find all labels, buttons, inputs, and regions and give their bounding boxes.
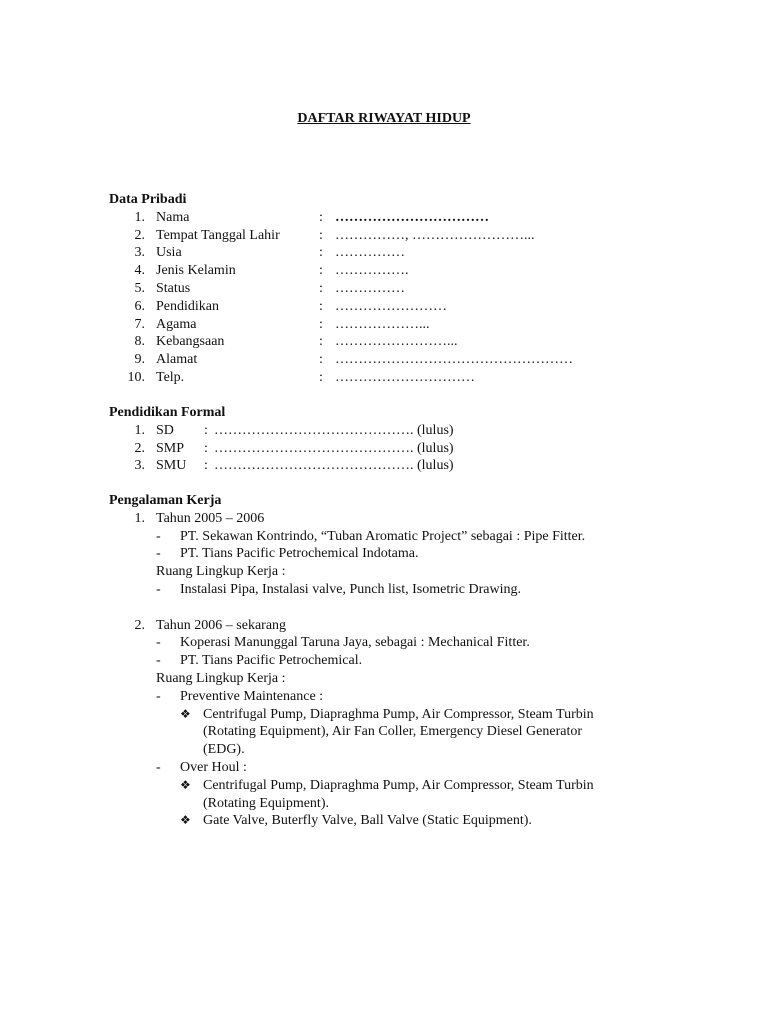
- equipment-item: [109, 777, 709, 795]
- item-number: 9.: [134, 352, 145, 368]
- item-number: 10.: [127, 369, 145, 385]
- item-number: 3.: [134, 458, 145, 474]
- item-label: Nama: [156, 209, 190, 225]
- item-number: 1.: [134, 510, 145, 526]
- diamond-bullet-icon: ❖: [180, 706, 191, 721]
- item-colon: :: [319, 352, 323, 368]
- scope-label-row: [109, 563, 709, 581]
- item-number: 6.: [134, 298, 145, 314]
- scope-label: Ruang Lingkup Kerja :: [156, 564, 286, 580]
- period-title: Tahun 2005 – 2006: [156, 510, 265, 526]
- item-value: ……………………: [335, 298, 447, 314]
- maintenance-type-row: [109, 759, 709, 777]
- item-value: ……………………………………. (lulus): [214, 458, 454, 474]
- item-value: ……………: [335, 280, 405, 296]
- section-data-pribadi: [109, 191, 709, 387]
- item-label: Jenis Kelamin: [156, 263, 236, 279]
- equipment-item: [109, 812, 709, 830]
- period-title-row: [109, 510, 709, 528]
- item-number: 7.: [134, 316, 145, 332]
- scope-label-row: [109, 670, 709, 688]
- item-value: ……………………………………. (lulus): [214, 440, 454, 456]
- dash-bullet: -: [156, 759, 161, 775]
- period-title-row: [109, 617, 709, 635]
- item-value: …………….: [335, 263, 409, 279]
- item-colon: :: [319, 369, 323, 385]
- section-pendidikan-formal: [109, 404, 709, 475]
- equipment-text: (Rotating Equipment).: [203, 795, 329, 811]
- list-item: [109, 316, 709, 334]
- item-label: Usia: [156, 245, 182, 261]
- item-value: ……………………...: [335, 334, 458, 350]
- scope-label: Ruang Lingkup Kerja :: [156, 670, 286, 686]
- item-number: 2.: [134, 617, 145, 633]
- equipment-text: (EDG).: [203, 742, 245, 758]
- company-text: PT. Tians Pacific Petrochemical.: [180, 653, 363, 669]
- company-item: [109, 528, 709, 546]
- item-value: ……………………………………. (lulus): [214, 422, 454, 438]
- item-colon: :: [319, 280, 323, 296]
- list-item: [109, 280, 709, 298]
- item-colon: :: [319, 245, 323, 261]
- item-number: 3.: [134, 245, 145, 261]
- item-value: …………………………: [335, 369, 475, 385]
- list-item: [109, 262, 709, 280]
- dash-bullet: -: [156, 635, 161, 651]
- list-item: [109, 209, 709, 227]
- item-number: 5.: [134, 280, 145, 296]
- item-label: SMP: [156, 440, 185, 456]
- dash-bullet: -: [156, 528, 161, 544]
- document-title: DAFTAR RIWAYAT HIDUP: [297, 111, 471, 126]
- maintenance-type-label: Over Houl :: [180, 759, 247, 775]
- dash-bullet: -: [156, 653, 161, 669]
- list-item: [109, 351, 709, 369]
- item-colon: :: [204, 440, 208, 456]
- item-colon: :: [319, 334, 323, 350]
- list-item: [109, 227, 709, 245]
- list-item: [109, 422, 709, 440]
- section-pengalaman-kerja: [109, 492, 709, 830]
- dash-bullet: -: [156, 688, 161, 704]
- item-label: Pendidikan: [156, 298, 219, 314]
- diamond-bullet-icon: ❖: [180, 813, 191, 828]
- item-colon: :: [319, 316, 323, 332]
- company-item: [109, 652, 709, 670]
- item-label: SMU: [156, 458, 187, 474]
- equipment-text: Gate Valve, Buterfly Valve, Ball Valve (Static Equipment).: [203, 813, 532, 829]
- dash-bullet: -: [156, 546, 161, 562]
- item-label: Tempat Tanggal Lahir: [156, 227, 280, 243]
- equipment-item-continued: [109, 795, 709, 813]
- equipment-item: [109, 706, 709, 724]
- item-number: 8.: [134, 334, 145, 350]
- list-item: [109, 333, 709, 351]
- scope-item: [109, 581, 709, 599]
- list-item: [109, 298, 709, 316]
- item-number: 1.: [134, 209, 145, 225]
- item-label: Agama: [156, 316, 197, 332]
- item-number: 1.: [134, 422, 145, 438]
- item-number: 4.: [134, 263, 145, 279]
- equipment-text: Centrifugal Pump, Diapraghma Pump, Air Compressor, Steam Turbin: [203, 706, 594, 722]
- item-colon: :: [204, 422, 208, 438]
- item-colon: :: [319, 298, 323, 314]
- company-text: PT. Tians Pacific Petrochemical Indotama.: [180, 546, 419, 562]
- item-label: SD: [156, 422, 174, 438]
- diamond-bullet-icon: ❖: [180, 777, 191, 792]
- item-colon: :: [319, 227, 323, 243]
- section-heading: Pengalaman Kerja: [109, 493, 222, 508]
- item-label: Alamat: [156, 352, 198, 368]
- item-number: 2.: [134, 227, 145, 243]
- section-heading: Pendidikan Formal: [109, 405, 226, 420]
- company-item: [109, 545, 709, 563]
- item-label: Status: [156, 280, 191, 296]
- item-colon: :: [204, 458, 208, 474]
- equipment-text: (Rotating Equipment), Air Fan Coller, Emergency Diesel Generator: [203, 724, 583, 740]
- item-value: ……………, ……………………...: [335, 227, 535, 243]
- period-title: Tahun 2006 – sekarang: [156, 617, 287, 633]
- item-label: Telp.: [156, 369, 185, 385]
- item-label: Kebangsaan: [156, 334, 225, 350]
- item-colon: :: [319, 209, 323, 225]
- list-item: [109, 244, 709, 262]
- item-value: ………………...: [335, 316, 430, 332]
- list-item: [109, 457, 709, 475]
- item-value: ……………: [335, 245, 405, 261]
- dash-bullet: -: [156, 581, 161, 597]
- scope-text: Instalasi Pipa, Instalasi valve, Punch list, Isometric Drawing.: [180, 581, 521, 597]
- company-text: Koperasi Manunggal Taruna Jaya, sebagai : Mechanical Fitter.: [180, 635, 530, 651]
- list-item: [109, 369, 709, 387]
- equipment-text: Centrifugal Pump, Diapraghma Pump, Air Compressor, Steam Turbin: [203, 777, 594, 793]
- company-item: [109, 634, 709, 652]
- item-value: ……………………………………………: [335, 352, 573, 368]
- company-text: PT. Sekawan Kontrindo, “Tuban Aromatic Project” sebagai : Pipe Fitter.: [180, 528, 586, 544]
- item-colon: :: [319, 263, 323, 279]
- maintenance-type-label: Preventive Maintenance :: [180, 688, 324, 704]
- equipment-item-continued: [109, 741, 709, 759]
- list-item: [109, 440, 709, 458]
- item-value: ……………………………: [335, 209, 489, 225]
- spacer: [109, 599, 709, 617]
- section-heading: Data Pribadi: [109, 192, 187, 207]
- maintenance-type-row: [109, 688, 709, 706]
- equipment-item-continued: [109, 723, 709, 741]
- item-number: 2.: [134, 440, 145, 456]
